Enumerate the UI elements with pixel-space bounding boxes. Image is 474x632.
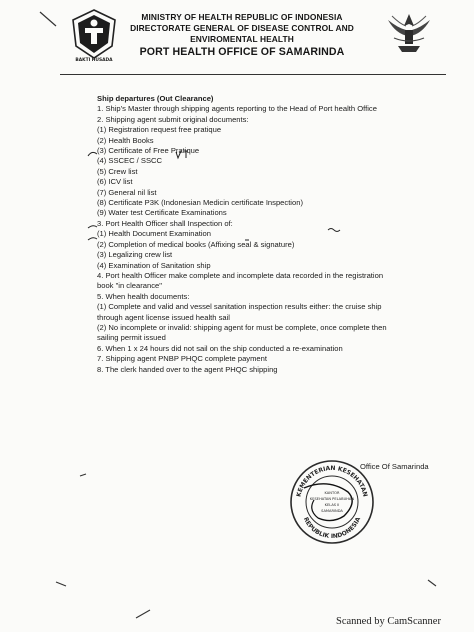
document-body — [97, 94, 447, 375]
body-line: (1) Complete and valid and vessel sanitation inspection results either: the cruise ship — [97, 302, 382, 312]
body-line: (7) General nil list — [97, 187, 157, 197]
seal-center-line: KELAS II — [324, 503, 340, 507]
left-logo-text: BAKTI HUSADA — [75, 58, 113, 62]
port-health-emblem-icon — [384, 8, 434, 56]
header-divider — [60, 74, 446, 75]
letterhead — [110, 12, 374, 60]
header-ministry: MINISTRY OF HEALTH REPUBLIC OF INDONESIA — [141, 12, 343, 22]
body-line: (3) Certificate of Free Pratique — [97, 146, 200, 156]
body-line: (1) Health Document Examination — [97, 229, 211, 239]
body-line: (6) ICV list — [97, 177, 133, 187]
body-line: (9) Water test Certificate Examinations — [97, 208, 227, 218]
body-line: sailing permit issued — [97, 333, 166, 343]
body-line: book "in clearance" — [97, 281, 162, 291]
body-line: (2) Health Books — [97, 135, 154, 145]
seal-ring-top: KEMENTERIAN KESEHATAN — [295, 464, 369, 498]
body-line: (4) SSCEC / SSCC — [97, 156, 162, 166]
body-line: 7. Shipping agent PNBP PHQC complete payment — [97, 354, 267, 364]
body-line: 2. Shipping agent submit original documents: — [97, 114, 249, 124]
body-line: through agent license issued health sail — [97, 312, 230, 322]
seal-center-line: KANTOR — [324, 491, 340, 495]
body-line: 3. Port Health Officer shall Inspection of: — [97, 218, 233, 228]
body-line: (1) Registration request free pratique — [97, 125, 222, 135]
header-office-title: PORT HEALTH OFFICE OF SAMARINDA — [139, 46, 345, 58]
stamp-office-text: Office Of Samarinda — [360, 462, 429, 471]
seal-ring-bottom: REPUBLIK INDONESIA — [301, 516, 363, 541]
body-line: (4) Examination of Sanitation ship — [97, 260, 211, 270]
body-line: (5) Crew list — [97, 166, 138, 176]
header-environmental: ENVIROMENTAL HEALTH — [190, 34, 294, 44]
body-line: (2) Completion of medical books (Affixing seal & signature) — [97, 239, 295, 249]
body-line: (3) Legalizing crew list — [97, 250, 173, 260]
camscanner-footer: Scanned by CamScanner — [336, 616, 441, 627]
body-line: 1. Ship's Master through shipping agents reporting to the Head of Port health Office — [97, 104, 377, 114]
body-line: 4. Port health Officer make complete and incomplete data recorded in the registration — [97, 270, 384, 280]
body-line: 8. The clerk handed over to the agent PHQC shipping — [97, 364, 278, 374]
official-seal-stamp — [288, 458, 376, 546]
body-line: 5. When health documents: — [97, 291, 190, 301]
section-heading: Ship departures (Out Clearance) — [97, 94, 214, 103]
seal-center-line: KESEHATAN PELABUHAN — [309, 497, 355, 501]
body-line: 6. When 1 x 24 hours did not sail on the ship conducted a re-examination — [97, 343, 343, 353]
header-directorate: DIRECTORATE GENERAL OF DISEASE CONTROL AND — [130, 23, 354, 33]
seal-center-line: SAMARINDA — [321, 509, 343, 513]
body-line: (2) No incomplete or invalid: shipping agent for must be complete, once complete then — [97, 322, 387, 332]
body-line: (8) Certificate P3K (Indonesian Medicin certificate Inspection) — [97, 198, 303, 208]
